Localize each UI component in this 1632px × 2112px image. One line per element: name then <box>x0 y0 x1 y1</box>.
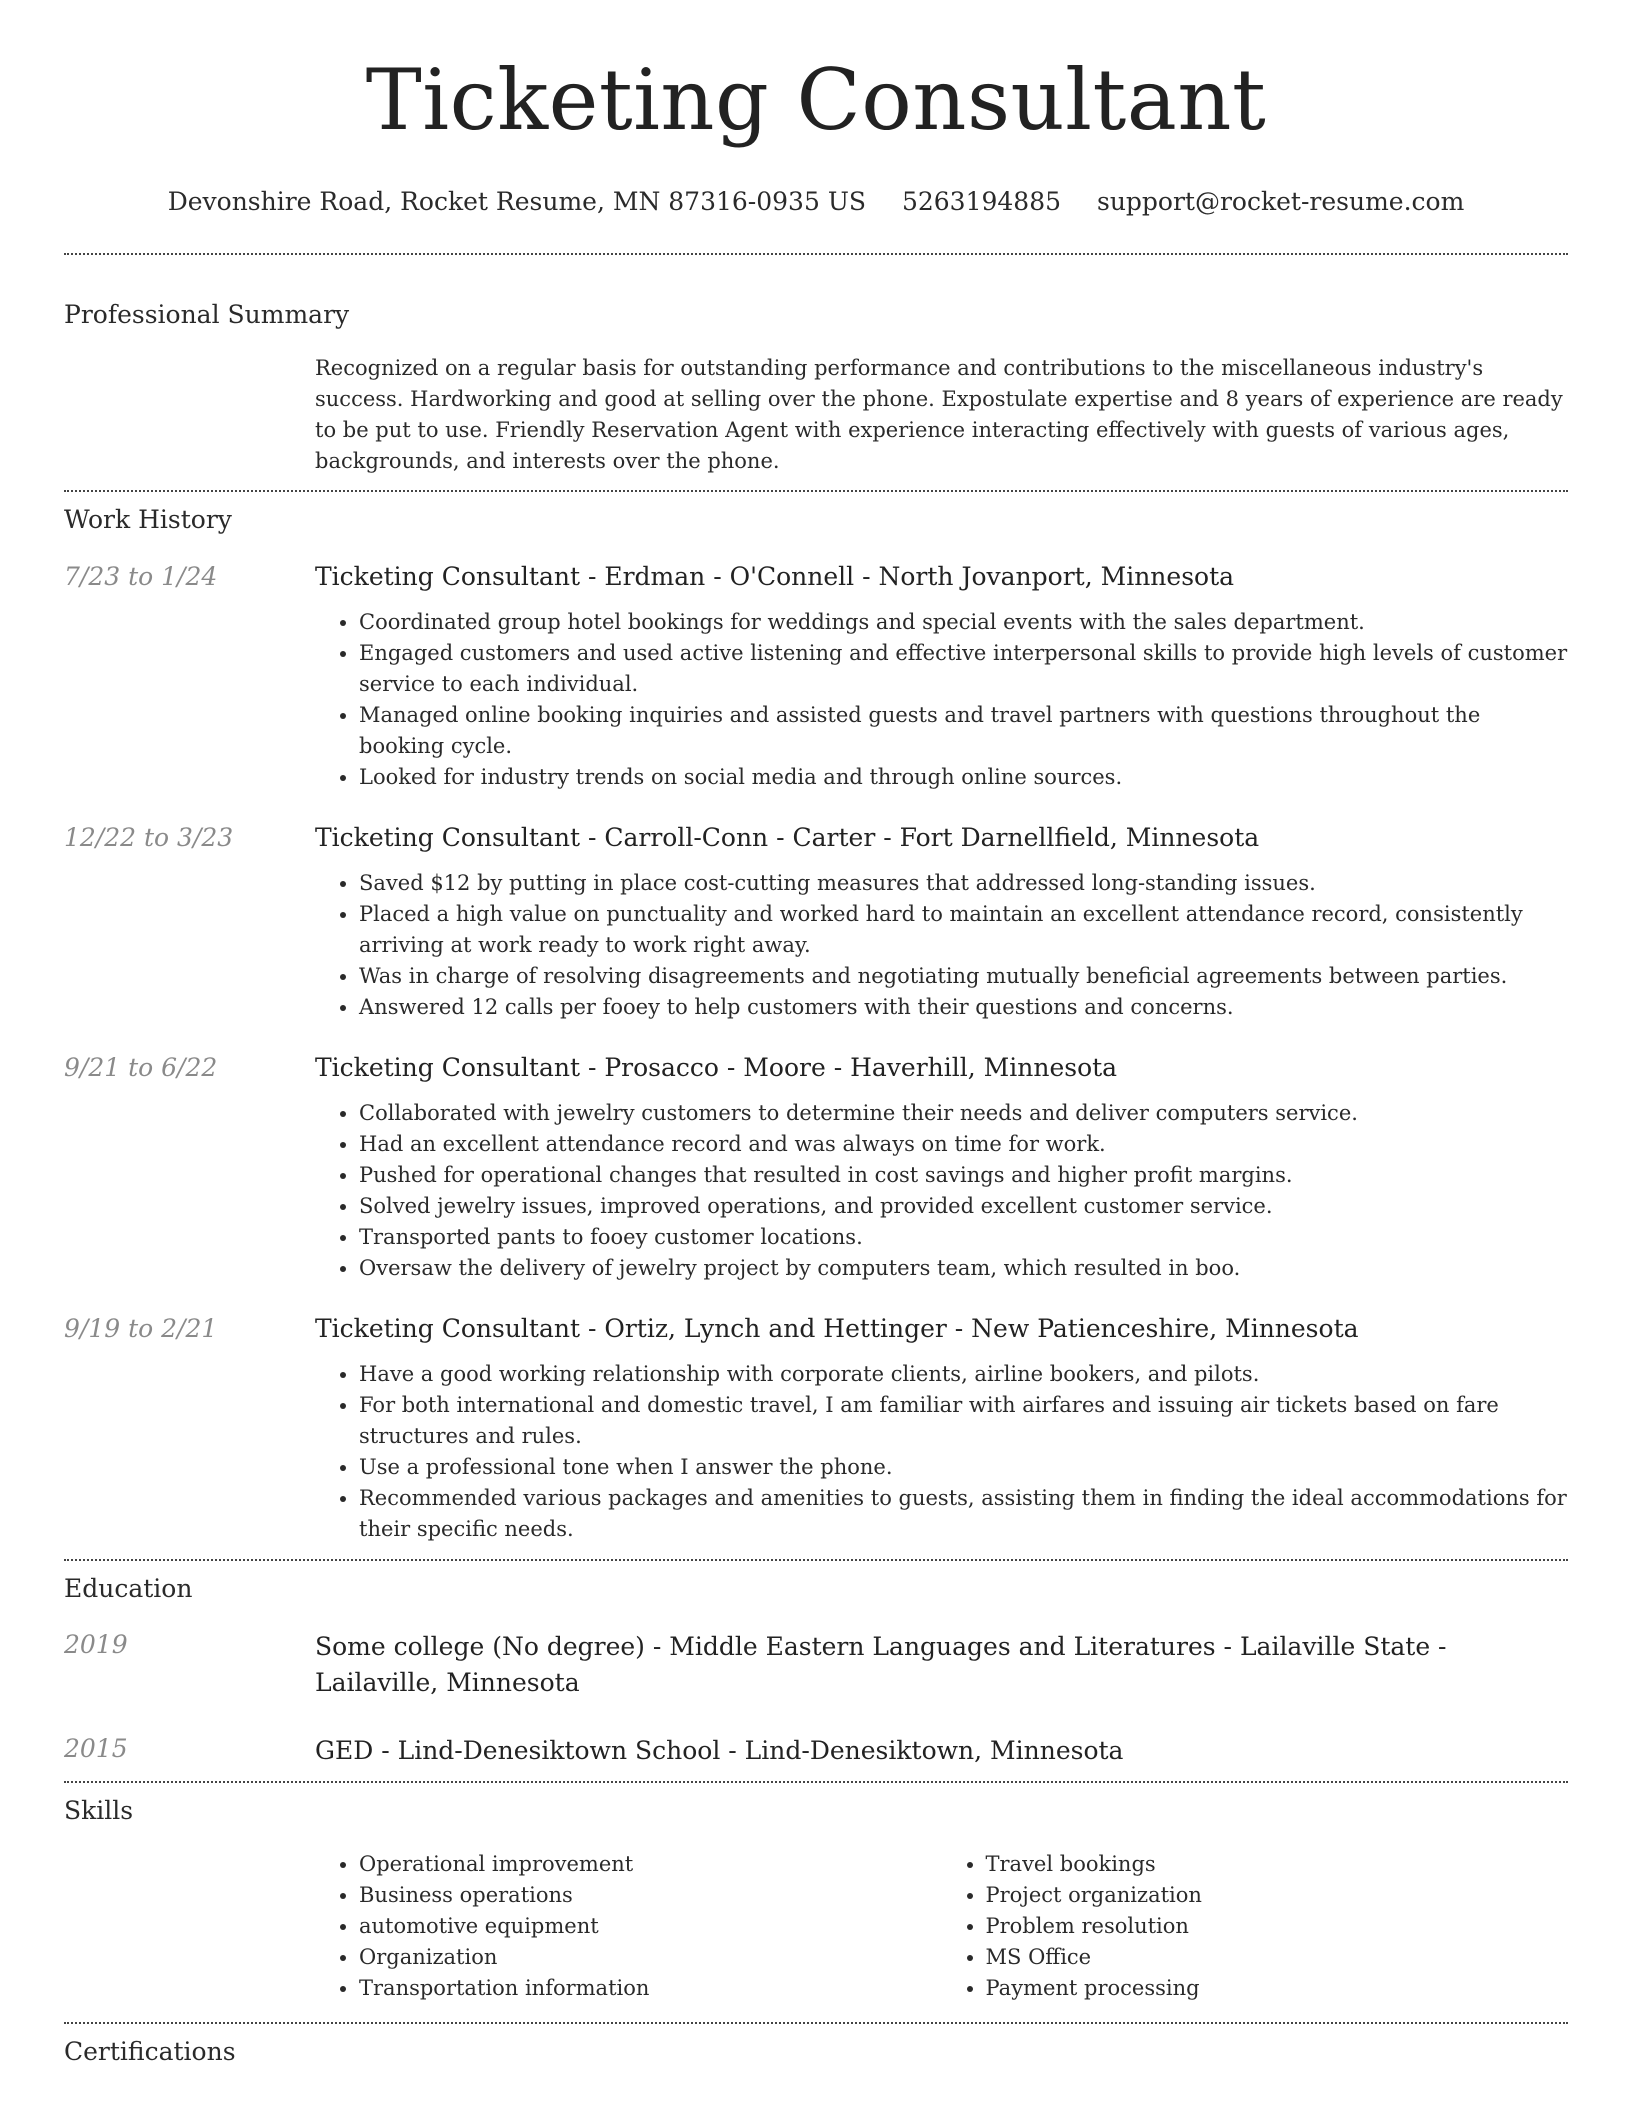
divider <box>64 490 1568 492</box>
list-item: • Transported pants to fooey customer locations. <box>359 1222 1568 1253</box>
skills-list-left <box>315 1849 942 2004</box>
section-title: Professional Summary <box>64 300 350 329</box>
education-body <box>315 1629 1568 1701</box>
summary-text: Recognized on a regular basis for outstanding performance and contributions to the miscellaneous industry's success. Hardworking and good at selling over the phone. Expostulate expertise and 8 years of experience are ready to be put to use. Friendly Reservation Agent with experience interacting effectively with guests of various ages, backgrounds, and interests over the phone. <box>315 356 1563 473</box>
address: Devonshire Road, Rocket Resume, MN 87316-0935 US <box>167 187 867 216</box>
skills-list-right <box>942 1849 1569 2004</box>
education-year: 2019 <box>64 1630 128 1659</box>
divider <box>64 1781 1568 1783</box>
skill-item: • automotive equipment <box>359 1911 942 1942</box>
list-item: • Collaborated with jewelry customers to determine their needs and deliver computers service. <box>359 1098 1568 1129</box>
section-title: Skills <box>64 1796 134 1825</box>
divider <box>64 2022 1568 2024</box>
skill-item: • MS Office <box>986 1942 1569 1973</box>
skills-columns <box>315 1849 1568 2004</box>
list-item: • Placed a high value on punctuality and worked hard to maintain an excellent attendance record, consistently arriving at work ready to work right away. <box>359 899 1568 961</box>
job-bullets <box>315 607 1568 793</box>
job-heading: Ticketing Consultant - Ortiz, Lynch and Hettinger - New Patienceshire, Minnesota <box>315 1314 1359 1343</box>
job-heading: Ticketing Consultant - Prosacco - Moore - Haverhill, Minnesota <box>315 1053 1118 1082</box>
list-item: • Solved jewelry issues, improved operations, and provided excellent customer service. <box>359 1191 1568 1222</box>
job-bullets <box>315 1098 1568 1284</box>
list-item: • Answered 12 calls per fooey to help customers with their questions and concerns. <box>359 992 1568 1023</box>
list-item: • Use a professional tone when I answer the phone. <box>359 1452 1568 1483</box>
job-heading: Ticketing Consultant - Erdman - O'Connell - North Jovanport, Minnesota <box>315 562 1235 591</box>
section-title: Work History <box>64 505 232 534</box>
skill-item: • Payment processing <box>986 1973 1569 2004</box>
divider <box>64 253 1568 255</box>
education-section <box>64 1573 1568 1769</box>
education-body <box>315 1733 1568 1769</box>
list-item: • For both international and domestic travel, I am familiar with airfares and issuing air tickets based on fare structures and rules. <box>359 1390 1568 1452</box>
email: support@rocket-resume.com <box>1096 187 1465 216</box>
list-item: • Engaged customers and used active listening and effective interpersonal skills to provide high levels of customer service to each individual. <box>359 638 1568 700</box>
skill-item: • Organization <box>359 1942 942 1973</box>
section-title: Certifications <box>64 2037 236 2066</box>
list-item: • Pushed for operational changes that resulted in cost savings and higher profit margins. <box>359 1160 1568 1191</box>
job-entry <box>64 561 1568 793</box>
job-body <box>315 1052 1568 1284</box>
skill-item: • Travel bookings <box>986 1849 1569 1880</box>
job-dates: 9/21 to 6/22 <box>64 1053 218 1082</box>
skill-item: • Operational improvement <box>359 1849 942 1880</box>
job-heading: Ticketing Consultant - Carroll-Conn - Carter - Fort Darnellfield, Minnesota <box>315 823 1260 852</box>
list-item: • Was in charge of resolving disagreements and negotiating mutually beneficial agreements between parties. <box>359 961 1568 992</box>
job-entry <box>64 1313 1568 1545</box>
job-bullets <box>315 1359 1568 1545</box>
list-item: • Oversaw the delivery of jewelry project by computers team, which resulted in boo. <box>359 1253 1568 1284</box>
job-dates: 7/23 to 1/24 <box>64 562 218 591</box>
list-item: • Recommended various packages and amenities to guests, assisting them in finding the ideal accommodations for their specific needs. <box>359 1483 1568 1545</box>
skill-item: • Project organization <box>986 1880 1569 1911</box>
job-dates: 12/22 to 3/23 <box>64 823 234 852</box>
summary-section <box>64 299 1568 477</box>
work-history-section <box>64 504 1568 1545</box>
education-entry <box>64 1629 1568 1701</box>
list-item: • Managed online booking inquiries and assisted guests and travel partners with questions throughout the booking cycle. <box>359 700 1568 762</box>
phone: 5263194885 <box>901 187 1062 216</box>
education-year: 2015 <box>64 1734 128 1763</box>
education-heading: Some college (No degree) - Middle Eastern Languages and Literatures - Lailaville State - Lailaville, Minnesota <box>315 1632 1447 1697</box>
job-body <box>315 822 1568 1023</box>
list-item: • Had an excellent attendance record and was always on time for work. <box>359 1129 1568 1160</box>
job-body <box>315 1313 1568 1545</box>
education-entry <box>64 1733 1568 1769</box>
job-body <box>315 561 1568 793</box>
skills-section <box>64 1795 1568 2004</box>
contact-line <box>64 186 1568 218</box>
skill-item: • Business operations <box>359 1880 942 1911</box>
job-bullets <box>315 868 1568 1023</box>
divider <box>64 1559 1568 1561</box>
skill-item: • Transportation information <box>359 1973 942 2004</box>
job-entry <box>64 822 1568 1023</box>
education-heading: GED - Lind-Denesiktown School - Lind-Denesiktown, Minnesota <box>315 1736 1124 1765</box>
list-item: • Coordinated group hotel bookings for weddings and special events with the sales department. <box>359 607 1568 638</box>
list-item: • Have a good working relationship with corporate clients, airline bookers, and pilots. <box>359 1359 1568 1390</box>
list-item: • Saved $12 by putting in place cost-cutting measures that addressed long-standing issues. <box>359 868 1568 899</box>
skill-item: • Problem resolution <box>986 1911 1569 1942</box>
job-entry <box>64 1052 1568 1284</box>
resume-name: Ticketing Consultant <box>365 51 1267 149</box>
section-title: Education <box>64 1574 193 1603</box>
list-item: • Looked for industry trends on social media and through online sources. <box>359 762 1568 793</box>
job-dates: 9/19 to 2/21 <box>64 1314 218 1343</box>
certifications-section <box>64 2036 1568 2068</box>
